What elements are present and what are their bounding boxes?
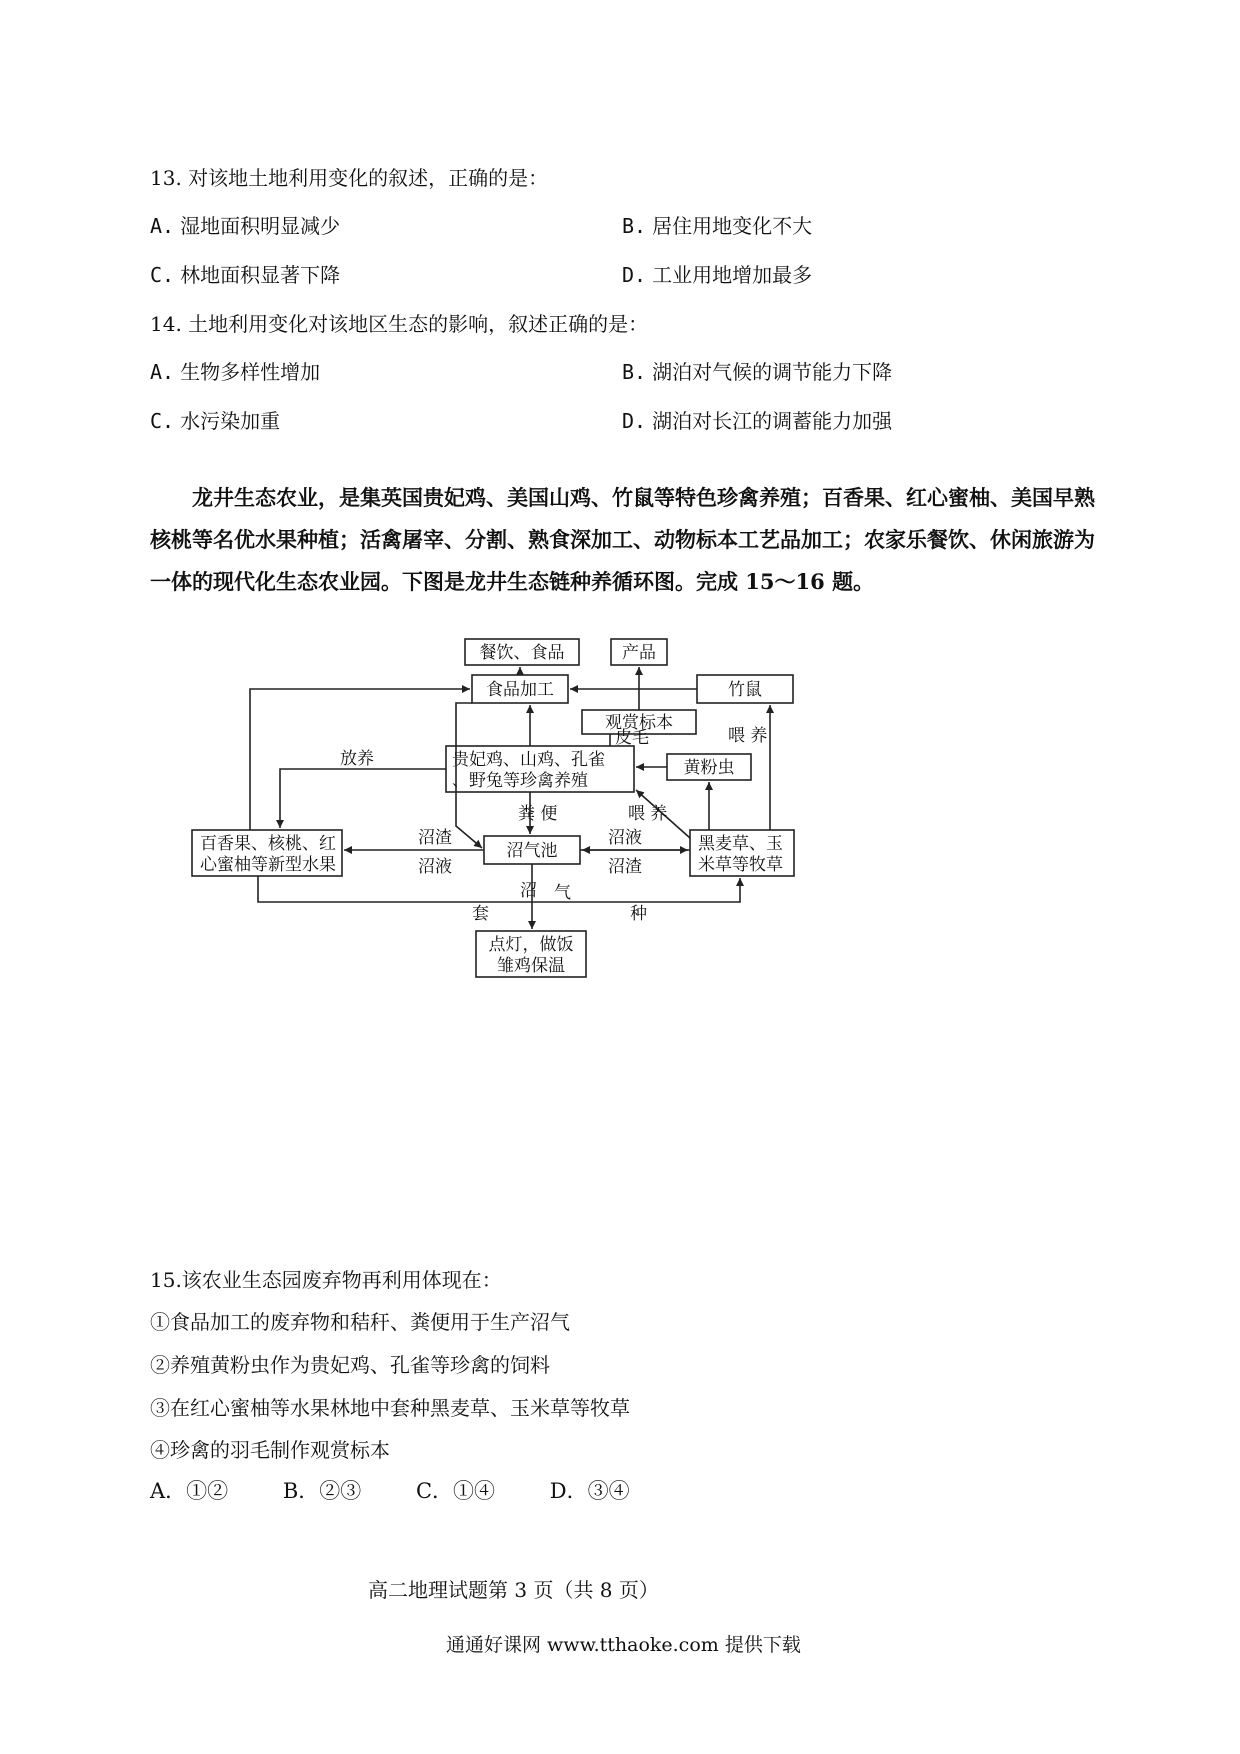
fruit-label-line2: 心蜜柚等新型水果: [200, 855, 336, 875]
poultry-label-line1: 贵妃鸡、山鸡、孔雀: [452, 750, 605, 770]
q13-stem: 13. 对该地土地利用变化的叙述，正确的是：: [150, 166, 549, 190]
forage-grass-label-line2: 米草等牧草: [698, 855, 783, 875]
source-footer: 通通好课网 www.tthaoke.com 提供下载: [446, 1634, 801, 1656]
product-box: [611, 639, 667, 665]
label-intercrop-char2: 种: [630, 904, 647, 924]
label-feed-mid: 喂 养: [628, 804, 668, 824]
fruit-label-line1: 百香果、核桃、红: [200, 834, 336, 854]
q15-statement-2: ②养殖黄粉虫作为贵妃鸡、孔雀等珍禽的饲料: [150, 1353, 550, 1377]
q14-option-b-text: 湖泊对气候的调节能力下降: [652, 360, 893, 384]
q14-option-b: [622, 356, 892, 385]
mealworm-box: [667, 754, 751, 780]
label-residue-right: 沼渣: [608, 857, 642, 877]
label-free-range: 放养: [340, 749, 374, 769]
bamboo-rat-box: [697, 675, 793, 703]
q13-option-a-text: 湿地面积明显减少: [180, 214, 341, 238]
q13-option-b-letter: B.: [622, 214, 647, 238]
mealworm-label: 黄粉虫: [683, 758, 735, 778]
label-residue-left: 沼渣: [418, 828, 452, 848]
biogas-use-box: [476, 931, 586, 977]
q13-option-b-text: 居住用地变化不大: [652, 214, 813, 238]
poultry-box: [446, 746, 634, 792]
q15-choice-d: D．③④: [549, 1479, 630, 1503]
arrow-fruit-intercrop-grass: [258, 876, 740, 902]
catering-label: 餐饮、食品: [479, 643, 565, 663]
q13-option-c-letter: C.: [150, 263, 175, 287]
label-intercrop-char1: 套: [472, 904, 489, 924]
q14-option-a: [150, 356, 320, 385]
q14-option-c: [150, 405, 280, 434]
q15-statement-1: ①食品加工的废弃物和秸秆、粪便用于生产沼气: [150, 1310, 570, 1334]
q13-option-d: [622, 259, 812, 288]
q13-option-d-text: 工业用地增加最多: [652, 263, 813, 287]
label-slurry-right: 沼液: [608, 828, 642, 848]
q15-choice-c: C．①④: [415, 1479, 496, 1503]
q15-statement-3: ③在红心蜜柚等水果林地中套种黑麦草、玉米草等牧草: [150, 1396, 630, 1420]
q14-option-d: [622, 405, 892, 434]
fruit-box: [192, 830, 342, 876]
specimen-label: 观赏标本: [605, 713, 673, 733]
q14-option-a-text: 生物多样性增加: [180, 360, 321, 384]
q14-option-c-letter: C.: [150, 409, 175, 433]
biogas-pit-box: [484, 836, 580, 864]
q13-option-a-letter: A.: [150, 214, 175, 238]
q14-stem: 14. 土地利用变化对该地区生态的影响，叙述正确的是：: [150, 312, 649, 336]
label-biogas-char1: 沼: [520, 881, 537, 901]
q13-option-c: [150, 259, 340, 288]
q13-option-a: [150, 210, 340, 239]
q15-choice-b: B．②③: [282, 1479, 362, 1503]
q14-option-d-letter: D.: [622, 409, 647, 433]
forage-grass-box: [690, 830, 794, 876]
ecological-cycle-diagram: [190, 630, 880, 1002]
label-feed-right: 喂 养: [728, 726, 768, 746]
q14-option-a-letter: A.: [150, 360, 175, 384]
passage-paragraph: [150, 477, 1100, 603]
q14-option-b-letter: B.: [622, 360, 647, 384]
passage-text: 龙井生态农业，是集英国贵妃鸡、美国山鸡、竹鼠等特色珍禽养殖；百香果、红心蜜柚、美国早熟核桃等名优水果种植；活禽屠宰、分割、熟食深加工、动物标本工艺品加工；农家乐餐饮、休闲旅游为一体的现代化生态农业园。下图是龙井生态链种养循环图。完成 15～16 题。: [150, 485, 1095, 594]
q13-option-d-letter: D.: [622, 263, 647, 287]
catering-box: [465, 639, 579, 665]
food-processing-box: [472, 675, 568, 703]
q13-option-b: [622, 210, 812, 239]
q13-option-c-text: 林地面积显著下降: [180, 263, 341, 287]
label-slurry-left: 沼液: [418, 857, 452, 877]
label-biogas-char2: 气: [554, 883, 571, 903]
biogas-use-label-line2: 雏鸡保温: [497, 956, 565, 976]
q14-option-d-text: 湖泊对长江的调蓄能力加强: [652, 409, 893, 433]
product-label: 产品: [622, 643, 656, 663]
q15-statement-4: ④珍禽的羽毛制作观赏标本: [150, 1438, 390, 1462]
q15-stem: 15.该农业生态园废弃物再利用体现在：: [150, 1268, 502, 1292]
biogas-pit-label: 沼气池: [506, 841, 558, 861]
q15-choices: [150, 1475, 678, 1505]
food-processing-label: 食品加工: [486, 680, 554, 700]
arrow-poultry-to-fruit: [280, 769, 446, 828]
label-fur: 皮毛: [615, 728, 649, 748]
bamboo-rat-label: 竹鼠: [728, 680, 762, 700]
poultry-label-line2: 、野兔等珍禽养殖: [452, 771, 588, 791]
page-footer: 高二地理试题第 3 页（共 8 页）: [368, 1578, 659, 1602]
forage-grass-label-line1: 黑麦草、玉: [698, 834, 783, 854]
biogas-use-label-line1: 点灯，做饭: [488, 935, 574, 955]
q14-option-c-text: 水污染加重: [180, 409, 281, 433]
q15-choice-a: A．①②: [150, 1479, 229, 1503]
label-manure: 粪 便: [518, 804, 558, 824]
